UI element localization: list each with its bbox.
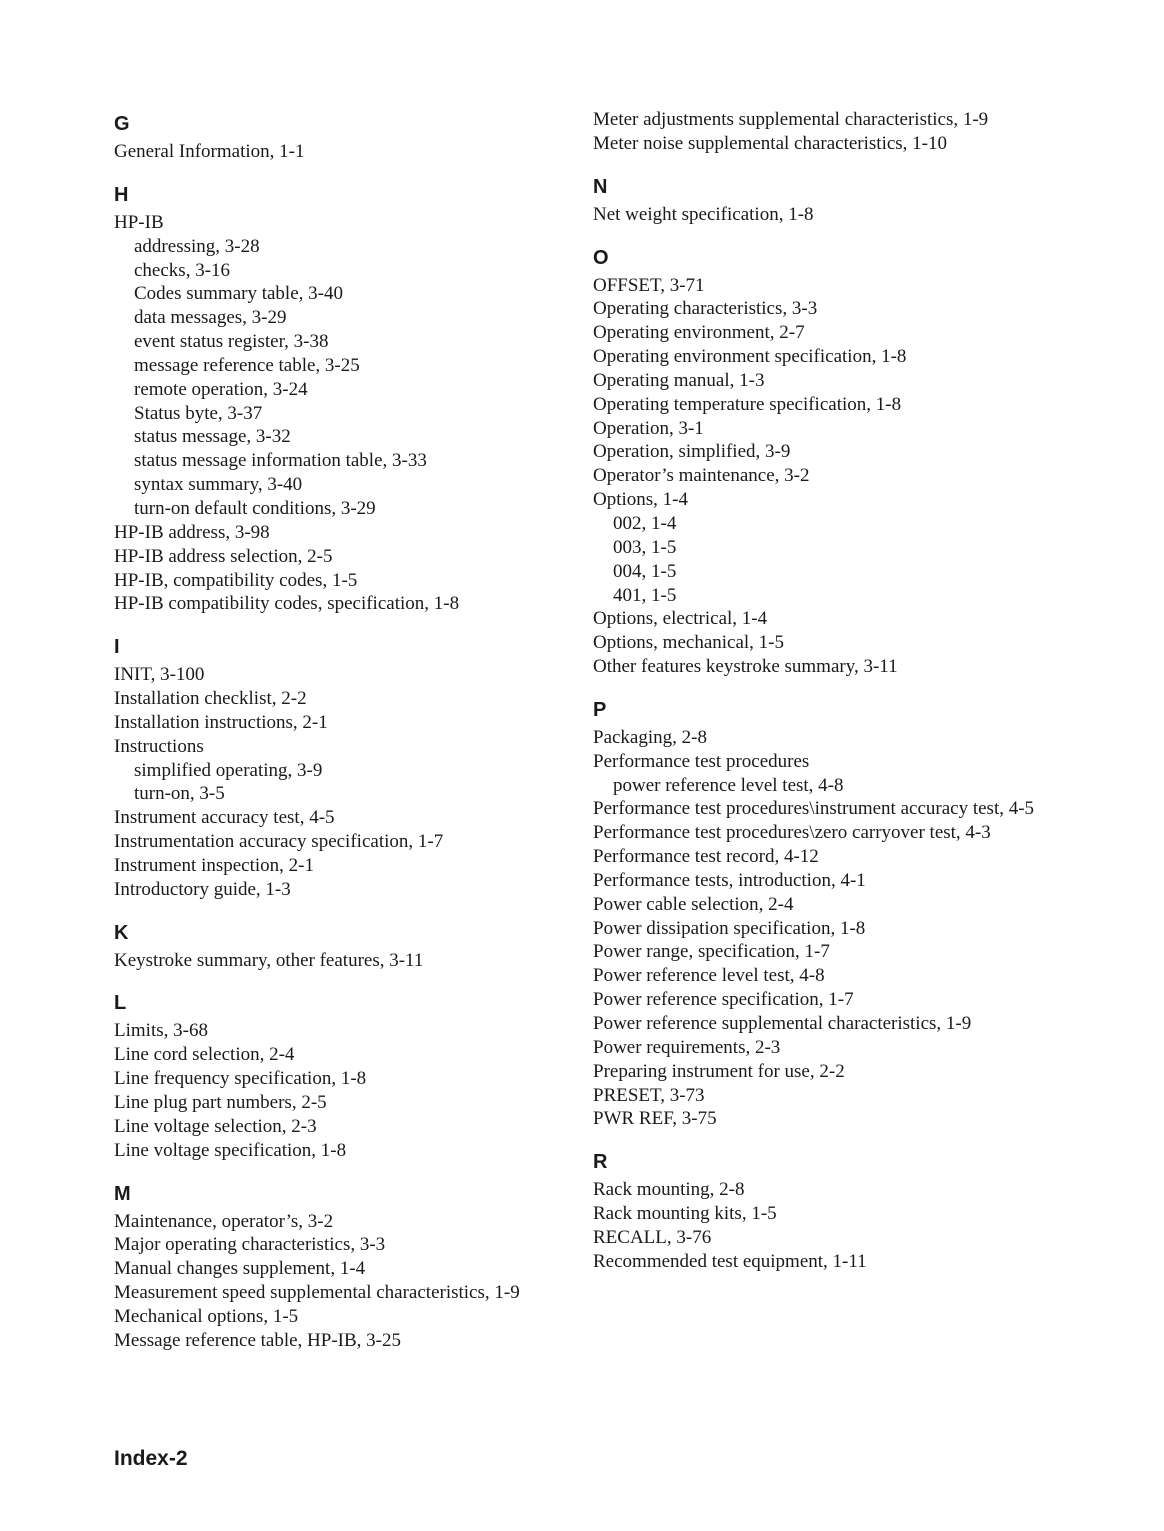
- index-entry: Measurement speed supplemental characteristics, 1-9: [114, 1282, 520, 1304]
- index-entry: Meter noise supplemental characteristics, 1-10: [593, 132, 948, 154]
- index-entry: Rack mounting, 2-8: [593, 1179, 745, 1201]
- index-entry: HP-IB: [114, 211, 164, 233]
- index-entry: HP-IB, compatibility codes, 1-5: [114, 569, 358, 591]
- index-subentry: 401, 1-5: [613, 584, 677, 606]
- index-section: [593, 108, 1043, 156]
- index-subentry: 004, 1-5: [613, 560, 677, 582]
- section-letter: K: [114, 921, 129, 944]
- section-letter: G: [114, 113, 130, 135]
- index-entry: Power reference specification, 1-7: [593, 989, 854, 1011]
- index-subentry: event status register, 3-38: [134, 331, 329, 353]
- page-number: Index-2: [114, 1447, 188, 1470]
- index-entry: Operating environment, 2-7: [593, 322, 805, 344]
- index-subentry: 003, 1-5: [613, 536, 677, 558]
- index-entry: Major operating characteristics, 3-3: [114, 1234, 386, 1256]
- index-subentry: addressing, 3-28: [134, 235, 260, 257]
- index-entry: Net weight specification, 1-8: [593, 203, 814, 225]
- index-subentry: turn-on, 3-5: [134, 783, 225, 805]
- index-entry: Power cable selection, 2-4: [593, 893, 794, 915]
- index-entry: Operating manual, 1-3: [593, 369, 765, 391]
- index-entry: Line frequency specification, 1-8: [114, 1068, 367, 1090]
- index-subentry: checks, 3-16: [134, 259, 231, 281]
- index-entry: Options, mechanical, 1-5: [593, 632, 785, 654]
- index-entry: Instrument accuracy test, 4-5: [114, 807, 335, 829]
- index-entry: Installation instructions, 2-1: [114, 711, 328, 733]
- index-entry: Power reference supplemental characteristics, 1-9: [593, 1013, 972, 1034]
- index-column-left: [114, 108, 564, 1368]
- index-entry: Limits, 3-68: [114, 1020, 208, 1042]
- index-entry: Keystroke summary, other features, 3-11: [114, 949, 424, 971]
- index-entry: Instrument inspection, 2-1: [114, 854, 314, 876]
- index-entry: Options, electrical, 1-4: [593, 608, 768, 630]
- index-entry: Line cord selection, 2-4: [114, 1044, 295, 1066]
- index-entry: Performance test procedures: [593, 750, 810, 772]
- index-column-right: [593, 108, 1043, 1289]
- section-letter: O: [593, 246, 609, 269]
- index-entry: Operating characteristics, 3-3: [593, 298, 818, 320]
- index-section: [593, 1146, 1043, 1273]
- index-subentry: power reference level test, 4-8: [613, 774, 844, 796]
- index-entry: Operation, simplified, 3-9: [593, 441, 791, 463]
- section-letter: I: [114, 636, 120, 659]
- index-entry: Instructions: [114, 735, 204, 757]
- index-section: [114, 108, 564, 164]
- index-section: [114, 1178, 564, 1353]
- index-entry: Instrumentation accuracy specification, 1-7: [114, 831, 444, 853]
- index-section: [114, 631, 564, 901]
- index-section: [114, 917, 564, 973]
- index-entry: Preparing instrument for use, 2-2: [593, 1060, 845, 1082]
- section-letter: N: [593, 175, 608, 198]
- index-section: [593, 171, 1043, 227]
- index-subentry: turn-on default conditions, 3-29: [134, 497, 376, 519]
- index-entry: Line voltage selection, 2-3: [114, 1115, 317, 1137]
- index-entry: Options, 1-4: [593, 489, 688, 511]
- index-entry: Packaging, 2-8: [593, 726, 707, 748]
- section-letter: P: [593, 698, 607, 721]
- index-entry: Message reference table, HP-IB, 3-25: [114, 1329, 401, 1351]
- index-entry: Introductory guide, 1-3: [114, 878, 291, 900]
- index-entry: Mechanical options, 1-5: [114, 1305, 299, 1327]
- index-section: [114, 987, 564, 1162]
- index-entry: Other features keystroke summary, 3-11: [593, 656, 898, 678]
- index-subentry: simplified operating, 3-9: [134, 759, 323, 781]
- index-section: [114, 179, 564, 616]
- index-entry: Performance tests, introduction, 4-1: [593, 869, 866, 891]
- index-entry: Line voltage specification, 1-8: [114, 1139, 347, 1161]
- index-subentry: message reference table, 3-25: [134, 354, 360, 376]
- index-entry: Rack mounting kits, 1-5: [593, 1203, 777, 1225]
- index-entry: Manual changes supplement, 1-4: [114, 1258, 366, 1280]
- index-subentry: Codes summary table, 3-40: [134, 283, 343, 305]
- index-entry: Operating environment specification, 1-8: [593, 346, 907, 368]
- index-subentry: status message information table, 3-33: [134, 450, 427, 472]
- index-subentry: status message, 3-32: [134, 426, 291, 448]
- index-entry: PRESET, 3-73: [593, 1084, 705, 1106]
- index-entry: Performance test procedures\zero carryover test, 4-3: [593, 822, 991, 844]
- index-entry: HP-IB address selection, 2-5: [114, 545, 333, 567]
- index-entry: Performance test procedures\instrument accuracy test, 4-5: [593, 798, 1035, 820]
- index-subentry: syntax summary, 3-40: [134, 474, 303, 496]
- index-entry: HP-IB compatibility codes, specification, 1-8: [114, 593, 460, 615]
- index-entry: Installation checklist, 2-2: [114, 688, 307, 710]
- index-entry: Line plug part numbers, 2-5: [114, 1092, 327, 1113]
- index-subentry: 002, 1-4: [613, 512, 677, 534]
- index-section: [593, 242, 1043, 679]
- index-subentry: data messages, 3-29: [134, 307, 287, 329]
- index-entry: General Information, 1-1: [114, 141, 305, 162]
- index-entry: Power reference level test, 4-8: [593, 965, 825, 987]
- section-letter: L: [114, 992, 127, 1015]
- section-letter: M: [114, 1182, 131, 1205]
- section-letter: R: [593, 1151, 608, 1174]
- index-entry: Performance test record, 4-12: [593, 846, 819, 868]
- index-entry: RECALL, 3-76: [593, 1226, 712, 1248]
- index-subentry: remote operation, 3-24: [134, 378, 308, 400]
- section-letter: H: [114, 183, 129, 206]
- index-entry: Operating temperature specification, 1-8: [593, 393, 902, 415]
- index-entry: INIT, 3-100: [114, 664, 205, 686]
- index-entry: Power requirements, 2-3: [593, 1036, 781, 1058]
- index-section: [593, 694, 1043, 1131]
- index-entry: Power dissipation specification, 1-8: [593, 917, 866, 939]
- index-subentry: Status byte, 3-37: [134, 402, 263, 424]
- index-entry: Operation, 3-1: [593, 417, 704, 439]
- index-entry: Recommended test equipment, 1-11: [593, 1250, 867, 1272]
- index-entry: HP-IB address, 3-98: [114, 521, 270, 543]
- index-entry: OFFSET, 3-71: [593, 274, 705, 296]
- index-entry: Maintenance, operator’s, 3-2: [114, 1210, 334, 1232]
- index-entry: Meter adjustments supplemental characteristics, 1-9: [593, 109, 989, 130]
- index-entry: PWR REF, 3-75: [593, 1108, 717, 1130]
- index-entry: Operator’s maintenance, 3-2: [593, 465, 810, 487]
- index-entry: Power range, specification, 1-7: [593, 941, 830, 963]
